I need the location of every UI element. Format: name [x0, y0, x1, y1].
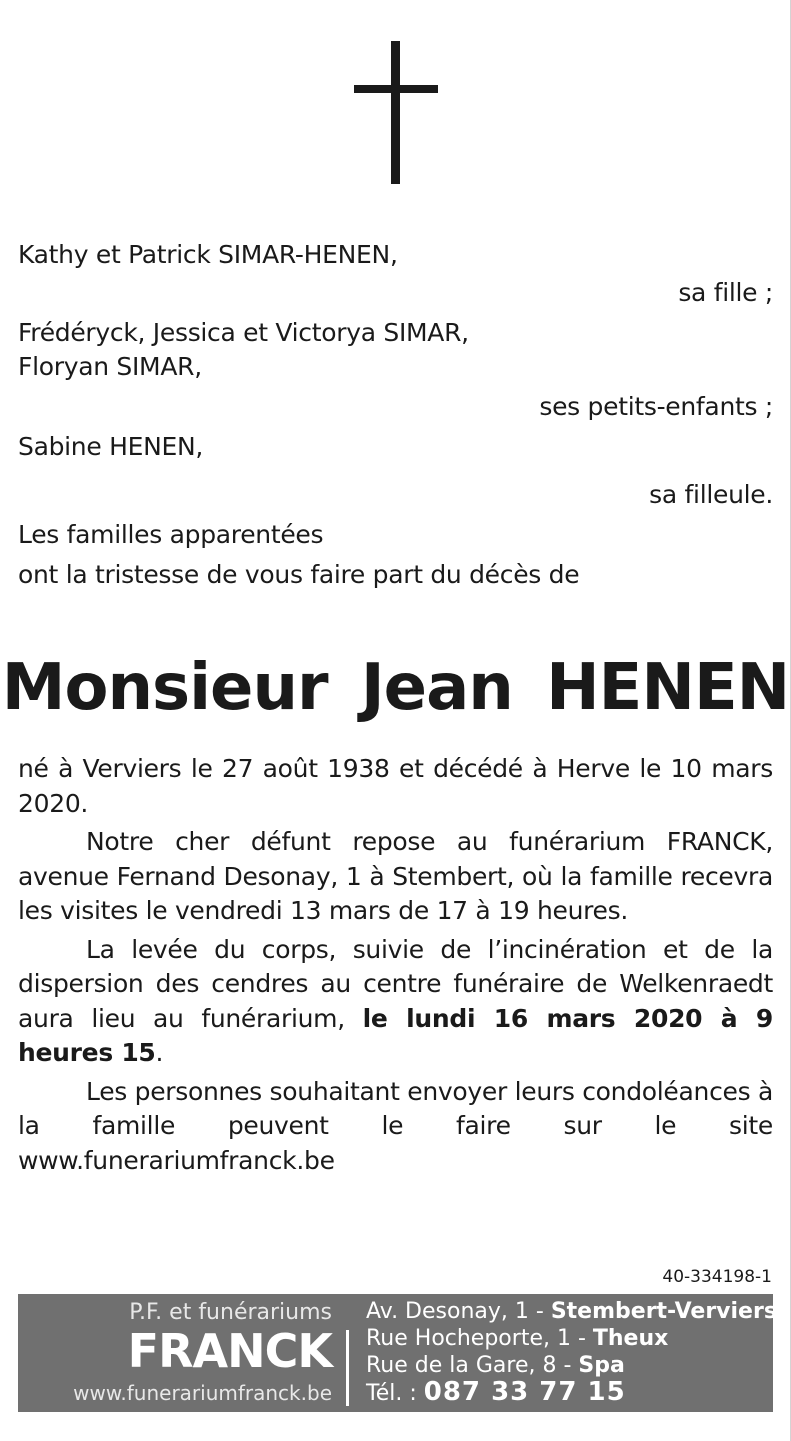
family-line-grandchildren-2: Floryan SIMAR, [18, 352, 202, 381]
ceremony-date: le lundi 16 mars 2020 à 9 heures 15 [18, 1003, 773, 1067]
funeral-home-subtitle: P.F. et funérariums [129, 1300, 332, 1325]
funeral-home-website[interactable]: www.funerariumfranck.be [73, 1381, 332, 1405]
phone-line: Tél. : 087 33 77 15 [366, 1377, 626, 1407]
announcement-line: ont la tristesse de vous faire part du décès de [18, 560, 580, 589]
funeral-home-addresses [366, 1298, 777, 1407]
birth-death-paragraph: né à Verviers le 27 août 1938 et décédé à Herve le 10 mars 2020. [18, 754, 773, 818]
family-line-goddaughter: Sabine HENEN, [18, 432, 204, 461]
family-line-daughter: Kathy et Patrick SIMAR-HENEN, [18, 240, 398, 269]
family-role-goddaughter: sa filleule. [649, 480, 773, 509]
visitation-paragraph: Notre cher défunt repose au funérarium FRANCK, avenue Fernand Desonay, 1 à Stembert, où la famille recevra les visites le vendredi 13 mars de 17 à 19 heures. [18, 827, 773, 925]
cross-icon [354, 41, 438, 184]
family-line-relatives: Les familles apparentées [18, 520, 324, 549]
obituary-body [18, 752, 773, 1178]
funeral-home-banner [18, 1294, 777, 1412]
address-stembert: Av. Desonay, 1 - Stembert-Verviers [366, 1299, 777, 1324]
address-theux: Rue Hocheporte, 1 - Theux [366, 1326, 669, 1351]
family-line-grandchildren-1: Frédéryck, Jessica et Victorya SIMAR, [18, 318, 469, 347]
deceased-name: Monsieur Jean HENEN [1, 651, 790, 725]
condolences-paragraph: Les personnes souhaitant envoyer leurs condoléances à la famille peuvent le faire sur le site www.funerariumfranck.be [18, 1076, 773, 1175]
family-role-grandchildren: ses petits-enfants ; [539, 392, 773, 421]
family-role-daughter: sa fille ; [678, 278, 773, 307]
address-spa: Rue de la Gare, 8 - Spa [366, 1353, 625, 1378]
funeral-home-logo: FRANCK [127, 1324, 332, 1378]
ceremony-paragraph: La levée du corps, suivie de l’incinération et de la dispersion des cendres au centre funéraire de Welkenraedt aura lieu au funérarium, le lundi 16 mars 2020 à 9 heures 15. [18, 934, 773, 1067]
phone-number[interactable]: 087 33 77 15 [423, 1377, 626, 1407]
funeral-home-brand-block [18, 1294, 336, 1412]
family-list [18, 238, 773, 592]
footer-divider [346, 1330, 349, 1406]
reference-number: 40-334198-1 [662, 1267, 772, 1287]
